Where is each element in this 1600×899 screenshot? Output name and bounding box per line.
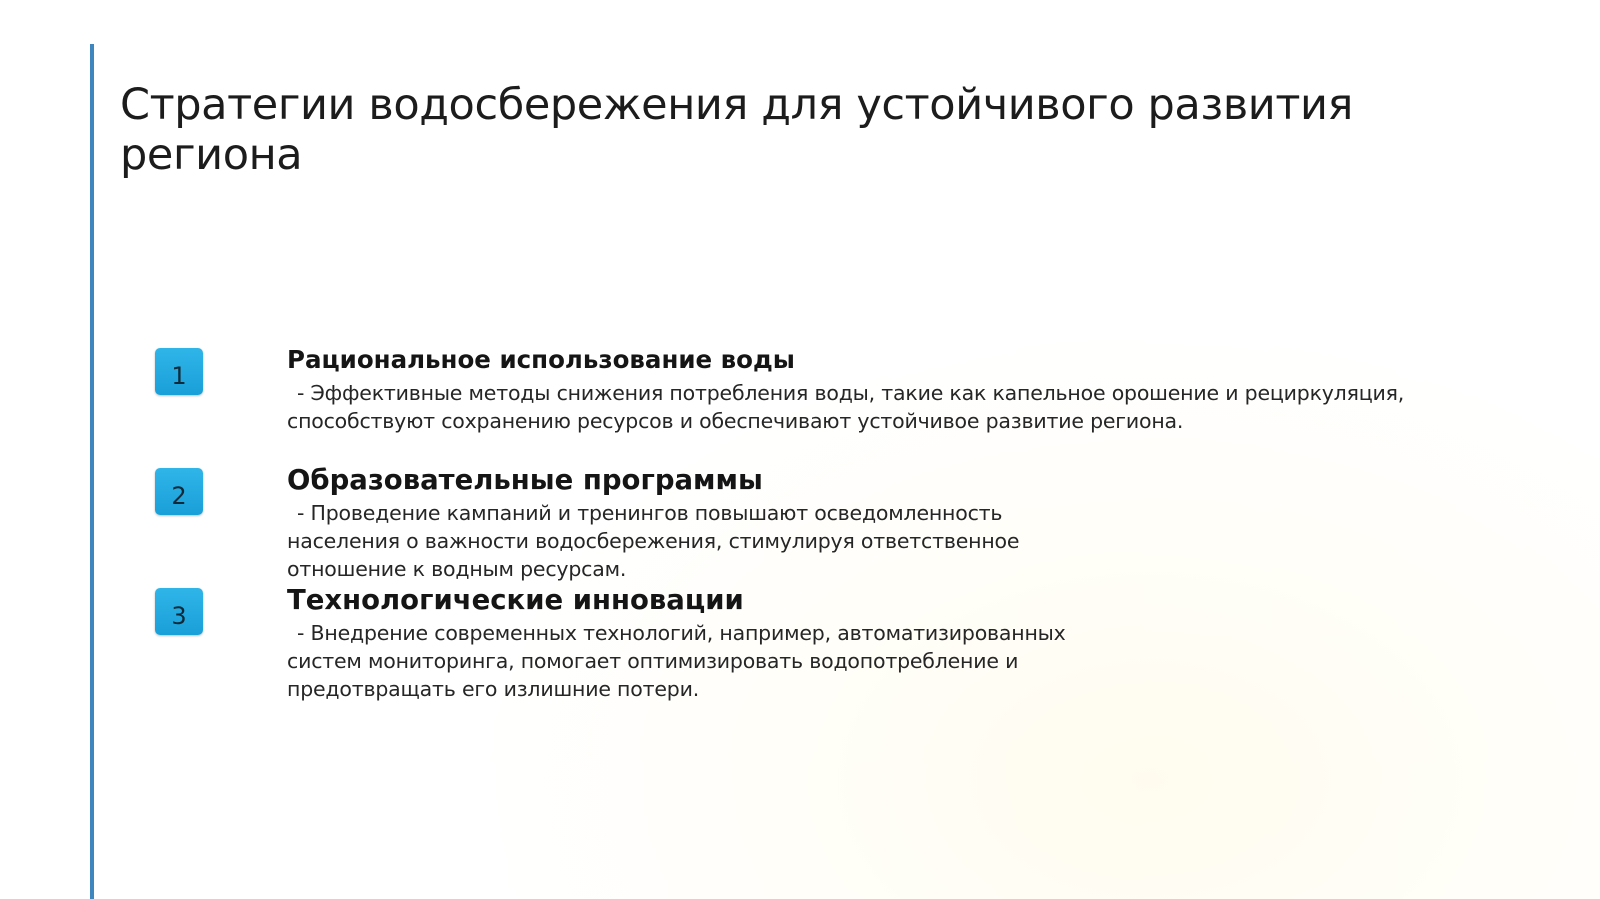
- item-heading-1: Рациональное использование воды: [287, 345, 795, 374]
- item-heading-3: Технологические инновации: [287, 584, 744, 616]
- item-heading-2: Образовательные программы: [287, 464, 763, 496]
- item-description-3: - Внедрение современных технологий, например, автоматизированных систем мониторинга, помогает оптимизировать водопотребление и предотвращать его излишние потери.: [287, 621, 1066, 701]
- number-badge-2: 2: [155, 468, 203, 515]
- accent-line: [90, 44, 94, 899]
- item-description-1: - Эффективные методы снижения потребления воды, такие как капельное орошение и рециркуляция, способствуют сохранению ресурсов и обеспечивают устойчивое развитие региона.: [287, 381, 1405, 433]
- number-badge-3: 3: [155, 588, 203, 635]
- item-description-2: - Проведение кампаний и тренингов повышают осведомленность населения о важности водосбережения, стимулируя ответственное отношение к водным ресурсам.: [287, 501, 1020, 581]
- slide-title: Стратегии водосбережения для устойчивого развития региона: [120, 80, 1353, 180]
- number-badge-1: 1: [155, 348, 203, 395]
